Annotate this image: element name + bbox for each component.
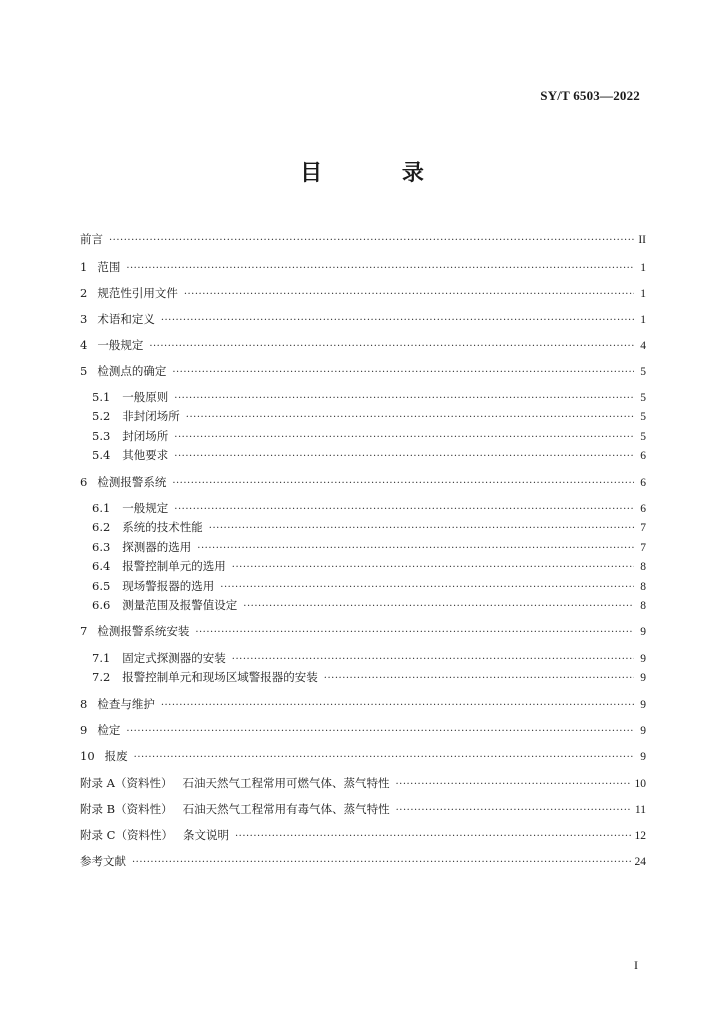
toc-dot-leader xyxy=(235,829,631,845)
toc-entry-page: 11 xyxy=(634,804,646,816)
toc-dot-leader xyxy=(161,698,634,714)
toc-entry-label: 报警控制单元和现场区域警报器的安装 xyxy=(122,670,318,684)
toc-entry-label: 检查与维护 xyxy=(97,697,155,711)
toc-entry-label: 范围 xyxy=(97,260,121,274)
toc-entry-page: 8 xyxy=(640,581,646,593)
toc-dot-leader xyxy=(232,560,634,576)
toc-entry-label: 检定 xyxy=(97,723,121,737)
toc-entry[interactable] xyxy=(92,650,646,666)
toc-entry-label: 参考文献 xyxy=(80,854,126,868)
toc-entry-number: 1 xyxy=(80,260,88,274)
toc-entry[interactable] xyxy=(92,500,646,516)
toc-entry-number: 3 xyxy=(80,312,88,326)
toc-entry[interactable] xyxy=(80,285,646,301)
toc-dot-leader xyxy=(174,502,634,518)
toc-entry-page: 5 xyxy=(640,411,646,423)
toc-entry-page: 8 xyxy=(640,600,646,612)
toc-dot-leader xyxy=(232,652,634,668)
toc-dot-leader xyxy=(174,430,634,446)
toc-entry-page: 1 xyxy=(640,288,646,300)
toc-entry-page: 9 xyxy=(640,725,646,737)
toc-entry-page: 10 xyxy=(634,778,646,790)
toc-entry-label: 一般规定 xyxy=(122,501,169,515)
toc-entry-number: 8 xyxy=(80,697,88,711)
toc-entry-number: 5 xyxy=(80,364,88,378)
toc-entry-label: 封闭场所 xyxy=(122,429,169,443)
toc-entry[interactable] xyxy=(80,853,646,869)
toc-entry-label: 术语和定义 xyxy=(97,312,155,326)
toc-dot-leader xyxy=(172,365,634,381)
toc-entry-label: 探测器的选用 xyxy=(122,540,192,554)
toc-entry-number: 6 xyxy=(80,475,88,489)
toc-entry[interactable] xyxy=(92,447,646,463)
toc-entry[interactable] xyxy=(80,775,646,791)
toc-entry-page: 24 xyxy=(634,856,646,868)
toc-entry-number: 6.1 xyxy=(92,501,111,515)
toc-dot-leader xyxy=(220,580,634,596)
toc-entry-page: 5 xyxy=(640,366,646,378)
toc-dot-leader xyxy=(172,476,634,492)
toc-entry-page: 7 xyxy=(640,542,646,554)
toc-entry-page: 9 xyxy=(640,699,646,711)
toc-entry-page: 6 xyxy=(640,503,646,515)
toc-entry[interactable] xyxy=(92,558,646,574)
toc-dot-leader xyxy=(109,233,634,249)
toc-entry-page: 9 xyxy=(640,653,646,665)
toc-entry[interactable] xyxy=(80,231,646,247)
toc-dot-leader xyxy=(243,599,634,615)
toc-entry-number: 7.1 xyxy=(92,651,111,665)
toc-entry-number: 附录 C（资料性） xyxy=(80,828,173,842)
toc-entry-number: 6.4 xyxy=(92,559,111,573)
toc-dot-leader xyxy=(174,449,634,465)
toc-dot-leader xyxy=(186,410,634,426)
toc-entry-label: 报警控制单元的选用 xyxy=(122,559,226,573)
toc-entry-number: 5.1 xyxy=(92,390,111,404)
toc-entry-label: 测量范围及报警值设定 xyxy=(122,598,238,612)
toc-entry-number: 5.2 xyxy=(92,409,111,423)
toc-entry-page: 1 xyxy=(640,314,646,326)
toc-entry[interactable] xyxy=(80,363,646,379)
toc-dot-leader xyxy=(149,339,634,355)
toc-dot-leader xyxy=(161,313,634,329)
toc-entry-number: 附录 A（资料性） xyxy=(80,776,173,790)
toc-dot-leader xyxy=(126,724,634,740)
toc-dot-leader xyxy=(324,671,634,687)
toc-entry-page: 12 xyxy=(634,830,646,842)
toc-entry-number: 6.3 xyxy=(92,540,111,554)
toc-entry-number: 6.6 xyxy=(92,598,111,612)
toc-entry-label: 检测报警系统 xyxy=(97,475,167,489)
toc-entry-number: 10 xyxy=(80,749,95,763)
toc-entry-label: 非封闭场所 xyxy=(122,409,180,423)
toc-entry-page: 1 xyxy=(640,262,646,274)
toc-entry-number: 5.4 xyxy=(92,448,111,462)
toc-entry-number: 9 xyxy=(80,723,88,737)
toc-entry-label: 条文说明 xyxy=(182,828,229,842)
document-code: SY/T 6503—2022 xyxy=(540,88,640,103)
toc-entry-number: 7 xyxy=(80,624,88,638)
toc-entry-page: 4 xyxy=(640,340,646,352)
toc-entry[interactable] xyxy=(92,578,646,594)
toc-entry-page: 9 xyxy=(640,626,646,638)
toc-dot-leader xyxy=(197,541,634,557)
toc-entry-label: 系统的技术性能 xyxy=(122,520,203,534)
toc-entry-number: 6.5 xyxy=(92,579,111,593)
toc-entry-page: II xyxy=(638,234,646,246)
toc-dot-leader xyxy=(132,855,631,871)
toc-entry-label: 石油天然气工程常用可燃气体、蒸气特性 xyxy=(182,776,390,790)
toc-entry-page: 8 xyxy=(640,561,646,573)
page-title: 目 录 xyxy=(300,160,460,186)
toc-dot-leader xyxy=(134,750,634,766)
toc-entry-label: 前言 xyxy=(80,232,103,246)
toc-entry[interactable] xyxy=(92,428,646,444)
toc-entry[interactable] xyxy=(80,696,646,712)
toc-entry-label: 检测报警系统安装 xyxy=(97,624,190,638)
toc-entry[interactable] xyxy=(80,722,646,738)
toc-entry[interactable] xyxy=(80,311,646,327)
toc-dot-leader xyxy=(395,777,630,793)
toc-entry[interactable] xyxy=(80,474,646,490)
footer-page-number: I xyxy=(634,958,638,972)
toc-entry-number: 附录 B（资料性） xyxy=(80,802,173,816)
toc-entry-label: 报废 xyxy=(104,749,128,763)
toc-entry-page: 5 xyxy=(640,431,646,443)
toc-entry-page: 6 xyxy=(640,477,646,489)
toc-entry-page: 5 xyxy=(640,392,646,404)
toc-entry-page: 6 xyxy=(640,450,646,462)
toc-entry[interactable] xyxy=(80,623,646,639)
toc-entry[interactable] xyxy=(80,259,646,275)
toc-entry-label: 其他要求 xyxy=(122,448,169,462)
toc-entry-label: 规范性引用文件 xyxy=(97,286,178,300)
toc-entry-number: 5.3 xyxy=(92,429,111,443)
toc-entry[interactable] xyxy=(92,539,646,555)
toc-entry-label: 石油天然气工程常用有毒气体、蒸气特性 xyxy=(182,802,390,816)
toc-dot-leader xyxy=(396,803,631,819)
toc-entry-label: 一般规定 xyxy=(97,338,144,352)
toc-entry-label: 一般原则 xyxy=(122,390,169,404)
toc-dot-leader xyxy=(174,391,634,407)
toc-entry-page: 9 xyxy=(640,751,646,763)
toc-entry[interactable] xyxy=(92,389,646,405)
toc-dot-leader xyxy=(209,521,634,537)
toc-entry-page: 7 xyxy=(640,522,646,534)
toc-dot-leader xyxy=(195,625,634,641)
toc-entry-label: 检测点的确定 xyxy=(97,364,167,378)
toc-entry-label: 固定式探测器的安装 xyxy=(122,651,226,665)
toc-entry[interactable] xyxy=(92,408,646,424)
toc-entry[interactable] xyxy=(80,337,646,353)
toc-dot-leader xyxy=(126,261,634,277)
toc-dot-leader xyxy=(184,287,634,303)
toc-entry-number: 6.2 xyxy=(92,520,111,534)
toc-entry-number: 7.2 xyxy=(92,670,111,684)
toc-entry[interactable] xyxy=(80,827,646,843)
toc-entry-page: 9 xyxy=(640,672,646,684)
toc-entry[interactable] xyxy=(92,669,646,685)
toc-entry[interactable] xyxy=(92,597,646,613)
toc-entry[interactable] xyxy=(80,801,646,817)
toc-entry-number: 4 xyxy=(80,338,88,352)
toc-entry-label: 现场警报器的选用 xyxy=(122,579,215,593)
toc-entry[interactable] xyxy=(80,748,646,764)
toc-entry[interactable] xyxy=(92,519,646,535)
toc-entry-number: 2 xyxy=(80,286,88,300)
